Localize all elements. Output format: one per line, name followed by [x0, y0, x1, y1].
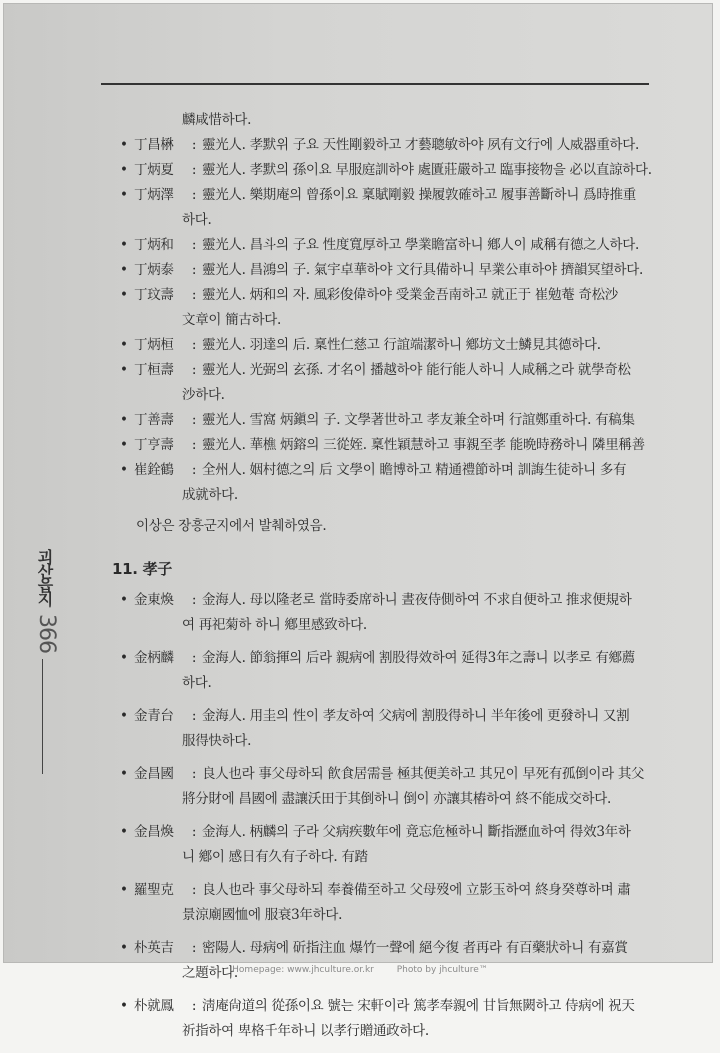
entry-name: 金東煥 — [134, 592, 174, 608]
entry-continuation: 文章이 簡古하다. — [182, 312, 282, 328]
bullet-icon: • — [120, 462, 128, 478]
entry-name: 丁亨壽 — [134, 437, 174, 453]
entry-colon: : — [191, 287, 197, 303]
entry-row — [112, 589, 652, 612]
entry-text: 淸庵尙道의 從孫이요 號는 宋軒이라 篤孝奉親에 甘旨無闕하고 侍病에 祝天 — [202, 998, 635, 1014]
entry-colon: : — [191, 462, 197, 478]
entry-name: 丁炳澤 — [134, 187, 174, 203]
bullet-icon: • — [120, 824, 128, 840]
header-rule — [101, 83, 649, 85]
bullet-icon: • — [120, 708, 128, 724]
bullet-icon: • — [120, 766, 128, 782]
entry-row — [112, 937, 652, 960]
entry-text: 良人也라 事父母하되 飮食居需를 極其便美하고 其兄이 早死有孤倒이라 其父 — [202, 766, 645, 782]
side-page-number: 366 — [34, 614, 59, 653]
entry-name: 丁昌楙 — [134, 137, 174, 153]
entry-continuation: 하다. — [182, 675, 212, 691]
entry-continuation: 之題하다. — [182, 965, 238, 981]
entry-row — [112, 434, 652, 457]
entry-name: 崔銓鶴 — [134, 462, 174, 478]
entry-row — [112, 821, 652, 844]
entry-continuation: 服得快하다. — [182, 733, 252, 749]
entry-name: 金昌國 — [134, 766, 174, 782]
bullet-icon: • — [120, 287, 128, 303]
entry-text: 金海人. 母以隆老로 當時委席하니 晝夜侍側하여 不求自便하고 推求便規하 — [202, 592, 632, 608]
entry-colon: : — [191, 337, 197, 353]
entry-text: 靈光人. 華樵 炳鎔의 三從姪. 稟性穎慧하고 事親至孝 能晩時務하니 隣里稱善 — [202, 437, 645, 453]
footer-photo-credit: Photo by jhculture™ — [396, 965, 488, 975]
entry-name: 丁炳夏 — [134, 162, 174, 178]
entry-text: 良人也라 事父母하되 奉養備至하고 父母歿에 立影玉하여 終身癸尊하며 肅 — [202, 882, 631, 898]
entry-row — [112, 359, 652, 382]
section-title: 11. 孝子 — [112, 560, 172, 578]
bullet-icon: • — [120, 137, 128, 153]
entry-name: 金青台 — [134, 708, 174, 724]
bullet-icon: • — [120, 362, 128, 378]
entry-text: 全州人. 姻村德之의 后 文學이 瞻博하고 精通禮節하며 訓誨生徒하니 多有 — [202, 462, 627, 478]
entry-continuation: 將分財에 昌國에 盡讓沃田于其倒하니 倒이 亦讓其樁하여 終不能成交하다. — [182, 791, 612, 807]
entry-name: 丁桓壽 — [134, 362, 174, 378]
entry-colon: : — [191, 262, 197, 278]
footer — [0, 965, 720, 975]
bullet-icon: • — [120, 337, 128, 353]
entry-text: 靈光人. 羽達의 后. 稟性仁慈고 行誼端潔하니 鄕坊文士鱗見其德하다. — [202, 337, 601, 353]
section-1-entries — [112, 134, 652, 507]
entry-colon: : — [191, 162, 197, 178]
entry-text: 靈光人. 雪窩 炳鎭의 子. 文學著世하고 孝友兼全하며 行誼鄭重하다. 有稿集 — [202, 412, 635, 428]
entry-row — [112, 284, 652, 307]
entry-row — [112, 234, 652, 257]
entry-colon: : — [191, 998, 197, 1014]
entry-colon: : — [191, 708, 197, 724]
entry-text: 靈光人. 孝默위 子요 天性剛毅하고 才藝聰敏하야 夙有文行에 人威器重하다. — [202, 137, 639, 153]
bullet-icon: • — [120, 412, 128, 428]
entry-row — [112, 334, 652, 357]
entry-colon: : — [191, 237, 197, 253]
entry-name: 丁炳泰 — [134, 262, 174, 278]
entry-colon: : — [191, 137, 197, 153]
entry-row — [112, 184, 652, 207]
entry-name: 丁善壽 — [134, 412, 174, 428]
source-note: 이상은 장흥군지에서 발췌하였음. — [136, 518, 327, 534]
entry-text: 金海人. 用圭의 性이 孝友하여 父病에 割股得하니 半年後에 更發하니 又割 — [202, 708, 630, 724]
entry-continuation: 여 再祀菊하 하니 鄕里感致하다. — [182, 617, 367, 633]
entry-colon: : — [191, 940, 197, 956]
bullet-icon: • — [120, 187, 128, 203]
entry-name: 羅聖克 — [134, 882, 174, 898]
entry-text: 靈光人. 炳和의 자. 風彩俊偉하야 受業金吾南하고 就正于 崔勉菴 奇松沙 — [202, 287, 618, 303]
entry-text: 靈光人. 昌斗의 子요 性度寬厚하고 學業瞻富하니 鄕人이 咸稱有德之人하다. — [202, 237, 639, 253]
entry-text: 金海人. 柄麟의 子라 父病疾數年에 竟忘危極하니 斷指瀝血하여 得效3年하 — [202, 824, 631, 840]
entry-row — [112, 134, 652, 157]
entry-row — [112, 159, 652, 182]
footer-homepage: Homepage: www.jhculture.or.kr — [232, 965, 374, 975]
entry-row — [112, 763, 652, 786]
entry-continuation: 하다. — [182, 212, 212, 228]
entry-name: 朴英吉 — [134, 940, 174, 956]
entry-colon: : — [191, 824, 197, 840]
entry-name: 丁炳桓 — [134, 337, 174, 353]
side-book-title: 괴산읍지 — [35, 549, 54, 605]
entry-text: 靈光人. 光弼의 玄孫. 才名이 播越하야 能行能人하니 人咸稱之라 就學奇松 — [202, 362, 631, 378]
entry-row — [112, 879, 652, 902]
page-content — [112, 109, 652, 1053]
entry-colon: : — [191, 766, 197, 782]
bullet-icon: • — [120, 592, 128, 608]
entry-colon: : — [191, 412, 197, 428]
entry-continuation: 祈指하여 卑格千年하니 以孝行贈通政하다. — [182, 1023, 429, 1039]
entry-row — [112, 459, 652, 482]
bullet-icon: • — [120, 262, 128, 278]
bullet-icon: • — [120, 940, 128, 956]
entry-row — [112, 995, 652, 1018]
entry-name: 丁玟壽 — [134, 287, 174, 303]
bullet-icon: • — [120, 998, 128, 1014]
entry-text: 靈光人. 昌鴻의 子. 氣宇卓華하야 文行具備하니 早業公車하야 擠韻冥望하다. — [202, 262, 643, 278]
side-rule — [42, 659, 43, 774]
entry-row — [112, 259, 652, 282]
entry-continuation: 니 鄕이 感日有久有子하다. 有踏 — [182, 849, 368, 865]
entry-colon: : — [191, 592, 197, 608]
entry-continuation: 成就하다. — [182, 487, 238, 503]
bullet-icon: • — [120, 882, 128, 898]
entry-name: 朴就鳳 — [134, 998, 174, 1014]
entry-name: 金昌煥 — [134, 824, 174, 840]
entry-name: 丁炳和 — [134, 237, 174, 253]
entry-colon: : — [191, 362, 197, 378]
bullet-icon: • — [120, 237, 128, 253]
entry-name: 金柄麟 — [134, 650, 174, 666]
bullet-icon: • — [120, 650, 128, 666]
entry-colon: : — [191, 437, 197, 453]
top-continuation: 麟咸惜하다. — [182, 112, 252, 128]
entry-colon: : — [191, 187, 197, 203]
entry-row — [112, 409, 652, 432]
entry-row — [112, 647, 652, 670]
entry-row — [112, 705, 652, 728]
bullet-icon: • — [120, 162, 128, 178]
bullet-icon: • — [120, 437, 128, 453]
entry-colon: : — [191, 882, 197, 898]
entry-text: 靈光人. 樂期庵의 曾孫이요 稟賦剛毅 操履敦確하고 履事善斷하니 爲時推重 — [202, 187, 636, 203]
entry-colon: : — [191, 650, 197, 666]
entry-continuation: 景涼廟國恤에 服衰3年하다. — [182, 907, 343, 923]
entry-text: 靈光人. 孝默의 孫이요 早服庭訓하야 處匱莊嚴하고 臨事接物을 必以直諒하다. — [202, 162, 652, 178]
entry-text: 金海人. 節翁揮의 后라 親病에 割股得效하여 延得3年之壽니 以孝로 有鄕薦 — [202, 650, 636, 666]
entry-continuation: 沙하다. — [182, 387, 225, 403]
entry-text: 密陽人. 母病에 斫指注血 爆竹一聲에 絕今復 者再라 有百藥狀하니 有嘉賞 — [202, 940, 628, 956]
